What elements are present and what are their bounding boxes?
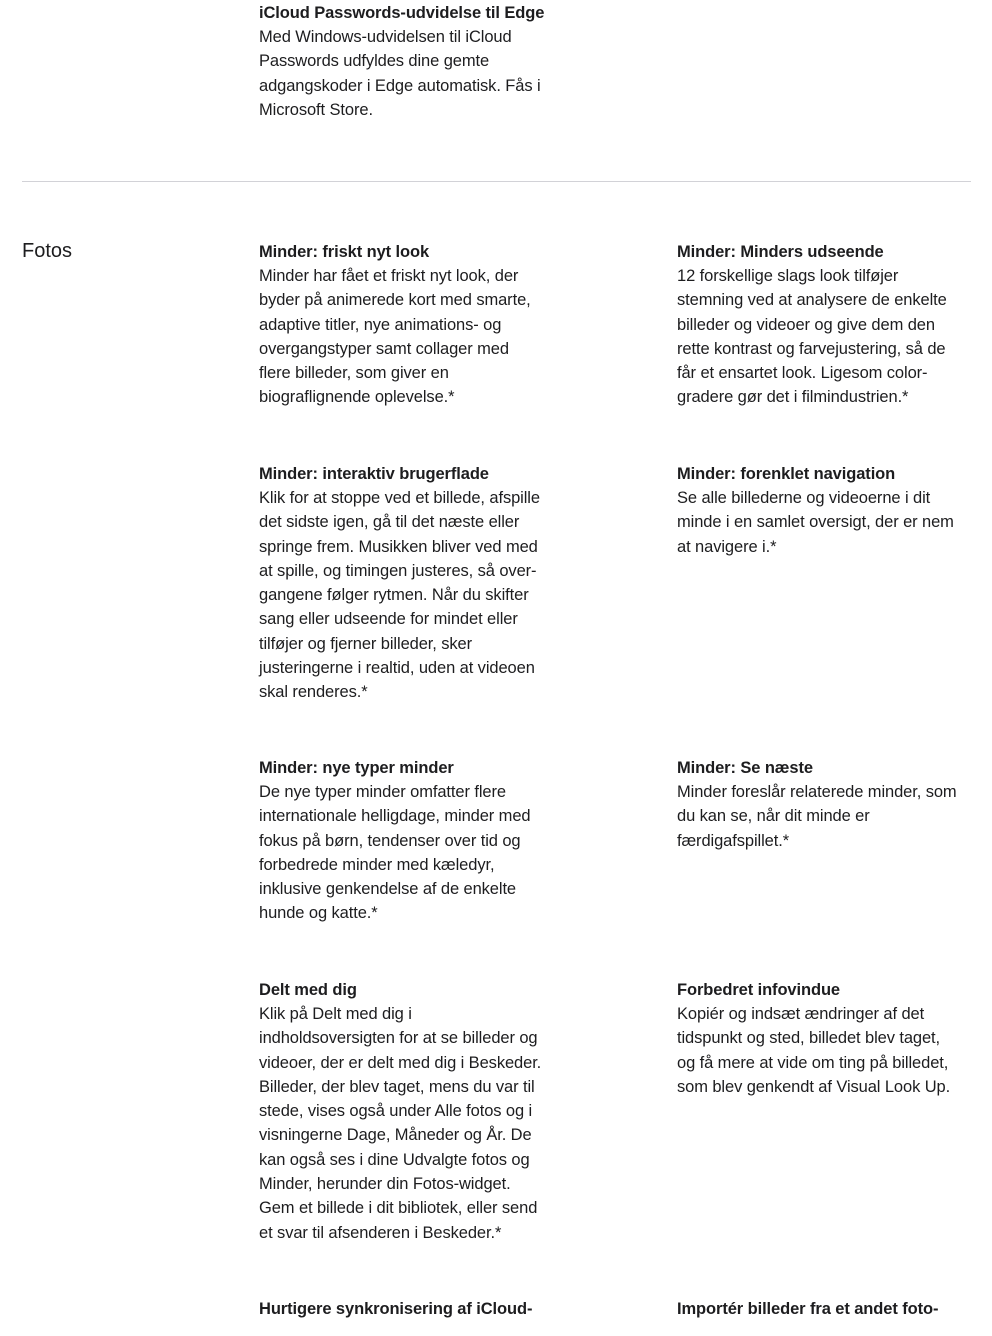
feature-description: Klik for at stoppe ved et billede, afspille det sidste igen, gå til det næste eller springe frem. Musikken bliver ved med at spille, og timingen justeres, så over- gangene følger rytmen. Når du skifter sang eller udseende for mindet eller tilføjer og fjerner billeder, sker justeringerne i realtid, uden at videoen skal renderes.*: [259, 489, 540, 702]
feature-title: Minder: interaktiv brugerflade: [259, 465, 489, 483]
feature-minder-friskt-nyt-look: [259, 240, 559, 410]
feature-hurtigere-synkronisering: [259, 1297, 559, 1321]
feature-title: Minder: friskt nyt look: [259, 243, 430, 261]
feature-forbedret-infovindue: [677, 978, 977, 1099]
feature-title: Hurtigere synkronisering af iCloud-: [259, 1300, 533, 1318]
feature-description: 12 forskellige slags look tilføjer stemning ved at analysere de enkelte billeder og videoer og give dem den rette kontrast og farvejustering, så de får et ensartet look. Ligesom color- gradere gør det i filmindustrien.*: [677, 267, 947, 407]
feature-icloud-passwords-edge: [259, 1, 559, 122]
section-divider: [22, 181, 971, 182]
feature-title: Forbedret infovindue: [677, 981, 841, 999]
feature-title: Delt med dig: [259, 981, 357, 999]
feature-description: Se alle billederne og videoerne i dit minde i en samlet oversigt, der er nem at navigere i.*: [677, 489, 954, 556]
feature-title: Minder: Minders udseende: [677, 243, 884, 261]
feature-minder-forenklet-navigation: [677, 462, 977, 559]
feature-description: Minder foreslår relaterede minder, som du kan se, når dit minde er færdigafspillet.*: [677, 783, 957, 850]
feature-minder-nye-typer-minder: [259, 756, 559, 926]
feature-minder-minders-udseende: [677, 240, 977, 410]
feature-title: Minder: nye typer minder: [259, 759, 454, 777]
feature-title: iCloud Passwords-udvidelse til Edge: [259, 4, 545, 22]
feature-description: Minder har fået et friskt nyt look, der byder på animerede kort med smarte, adaptive titler, nye animations- og overgangstyper samt collager med flere billeder, som giver en biograflignende oplevelse.*: [259, 267, 531, 407]
feature-title: Importér billeder fra et andet foto-: [677, 1300, 939, 1318]
feature-description: Kopiér og indsæt ændringer af det tidspunkt og sted, billedet blev taget, og få mere at vide om ting på billedet, som blev genkendt af Visual Look Up.: [677, 1005, 951, 1096]
feature-description: Klik på Delt med dig i indholdsoversigten for at se billeder og videoer, der er delt med dig i Beskeder. Billeder, der blev taget, mens du var til stede, vises også under Alle fotos og i visningerne Dage, Måneder og År. De kan også ses i dine Udvalgte fotos og Minder, herunder din Fotos-widget. Gem et billede i dit bibliotek, eller send et svar til afsenderen i Beskeder.*: [259, 1005, 542, 1242]
feature-minder-se-naeste: [677, 756, 977, 853]
feature-title: Minder: Se næste: [677, 759, 813, 777]
feature-minder-interaktiv-brugerflade: [259, 462, 559, 705]
feature-description: De nye typer minder omfatter flere internationale helligdage, minder med fokus på børn, tendenser over tid og forbedrede minder med kæledyr, inklusive genkendelse af de enkelte hunde og katte.*: [259, 783, 531, 923]
section-title-fotos: Fotos: [22, 240, 73, 262]
feature-title: Minder: forenklet navigation: [677, 465, 896, 483]
feature-importer-billeder: [677, 1297, 977, 1321]
feature-delt-med-dig: [259, 978, 559, 1245]
feature-description: Med Windows-udvidelsen til iCloud Passwords udfyldes dine gemte adgangskoder i Edge automatisk. Fås i Microsoft Store.: [259, 28, 541, 119]
